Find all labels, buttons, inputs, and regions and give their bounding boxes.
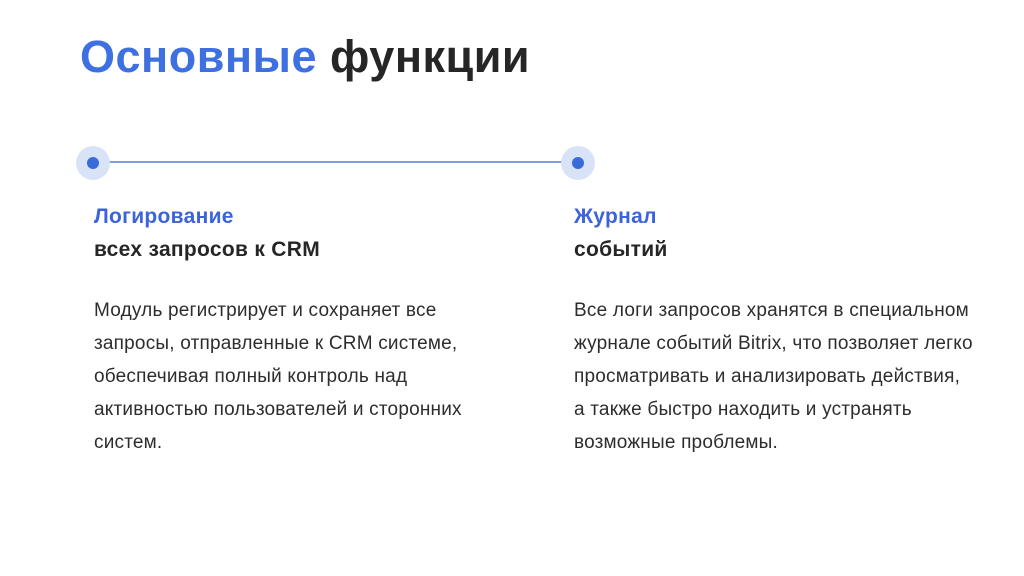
- feature-heading-accent: Логирование: [94, 205, 234, 228]
- body-line: просматривать и анализировать действия,: [574, 366, 961, 387]
- page-title-rest-word: функции: [330, 31, 531, 82]
- body-line: журнале событий Bitrix, что позволяет легко: [574, 333, 973, 354]
- timeline-node-icon: [76, 146, 110, 180]
- body-line: обеспечивая полный контроль над: [94, 366, 408, 387]
- circle-dot-icon: [572, 157, 584, 169]
- timeline-connector-line: [93, 161, 578, 163]
- body-line: Модуль регистрирует и сохраняет все: [94, 300, 437, 321]
- feature-heading-rest: всех запросов к CRM: [94, 238, 321, 261]
- feature-heading-accent: Журнал: [574, 205, 657, 228]
- page-title: [80, 30, 530, 84]
- timeline-node-icon: [561, 146, 595, 180]
- circle-dot-icon: [87, 157, 99, 169]
- body-line: запросы, отправленные к CRM системе,: [94, 333, 458, 354]
- body-line: Все логи запросов хранятся в специальном: [574, 300, 969, 321]
- feature-column-logging: [94, 200, 534, 459]
- body-line: возможные проблемы.: [574, 432, 778, 453]
- page-title-accent-word: Основные: [80, 31, 317, 82]
- feature-description: [94, 294, 534, 459]
- feature-column-event-log: [574, 200, 1014, 459]
- feature-heading-rest: событий: [574, 238, 668, 261]
- feature-description: [574, 294, 1014, 459]
- body-line: активностью пользователей и сторонних: [94, 399, 462, 420]
- body-line: систем.: [94, 432, 163, 453]
- body-line: а также быстро находить и устранять: [574, 399, 912, 420]
